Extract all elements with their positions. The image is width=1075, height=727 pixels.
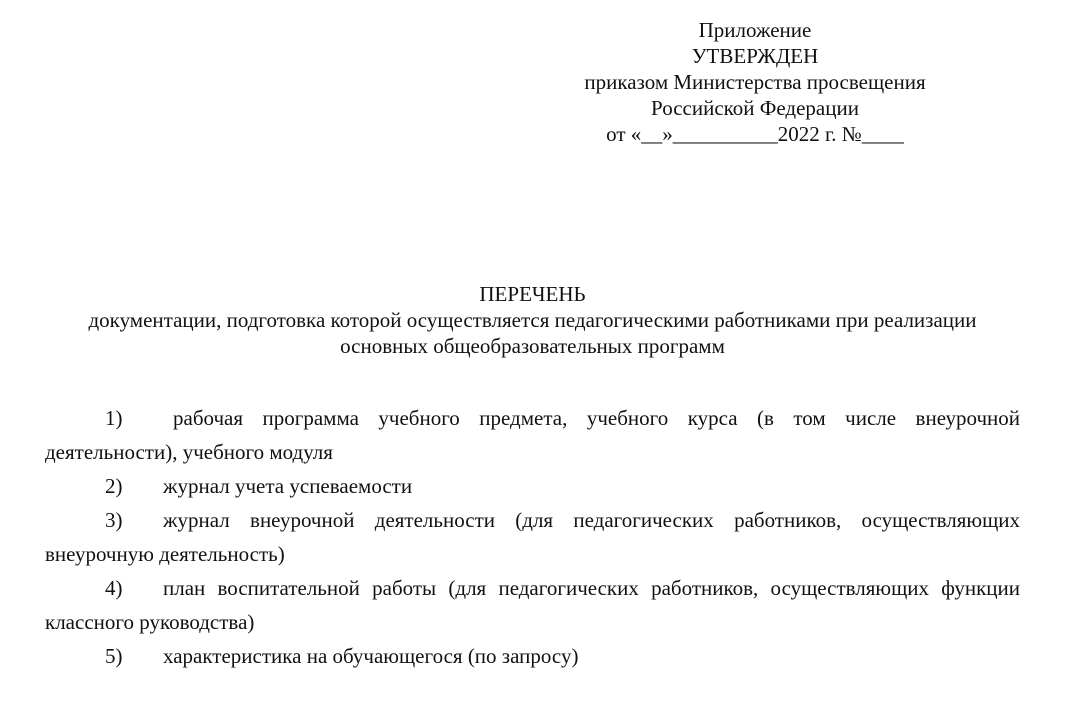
list-item-text: характеристика на обучающегося (по запросу) [163,644,579,668]
approval-order: приказом Министерства просвещения [584,70,926,94]
list-item-number: 5) [105,644,123,668]
list-item-number: 1) [105,406,123,430]
list-item-number: 2) [105,474,123,498]
list-item [45,639,1020,673]
list-item [45,469,1020,503]
list-item-text: план воспитательной работы (для педагогических работников, осуществляющих функции классного руководства) [45,576,1020,634]
document-title: ПЕРЕЧЕНЬ [479,282,586,306]
list-item-number: 4) [105,576,123,600]
approval-approved: УТВЕРЖДЕН [691,44,819,68]
document-list [45,401,1020,673]
list-item-text: журнал учета успеваемости [163,474,413,498]
approval-block [490,17,1020,147]
list-item [45,571,1020,639]
approval-appendix: Приложение [698,18,812,42]
list-item [45,503,1020,571]
document-subtitle: документации, подготовка которой осуществляется педагогическими работниками при реализации основных общеобразовательных программ [88,308,977,358]
approval-federation: Российской Федерации [651,96,859,120]
approval-date: от «__»__________2022 г. №____ [606,122,904,146]
list-item-text: рабочая программа учебного предмета, учебного курса (в том числе внеурочной деятельности), учебного модуля [45,406,1020,464]
list-item-number: 3) [105,508,123,532]
list-item-text: журнал внеурочной деятельности (для педагогических работников, осуществляющих внеурочную деятельность) [45,508,1020,566]
list-item [45,401,1020,469]
document-heading [45,281,1020,359]
